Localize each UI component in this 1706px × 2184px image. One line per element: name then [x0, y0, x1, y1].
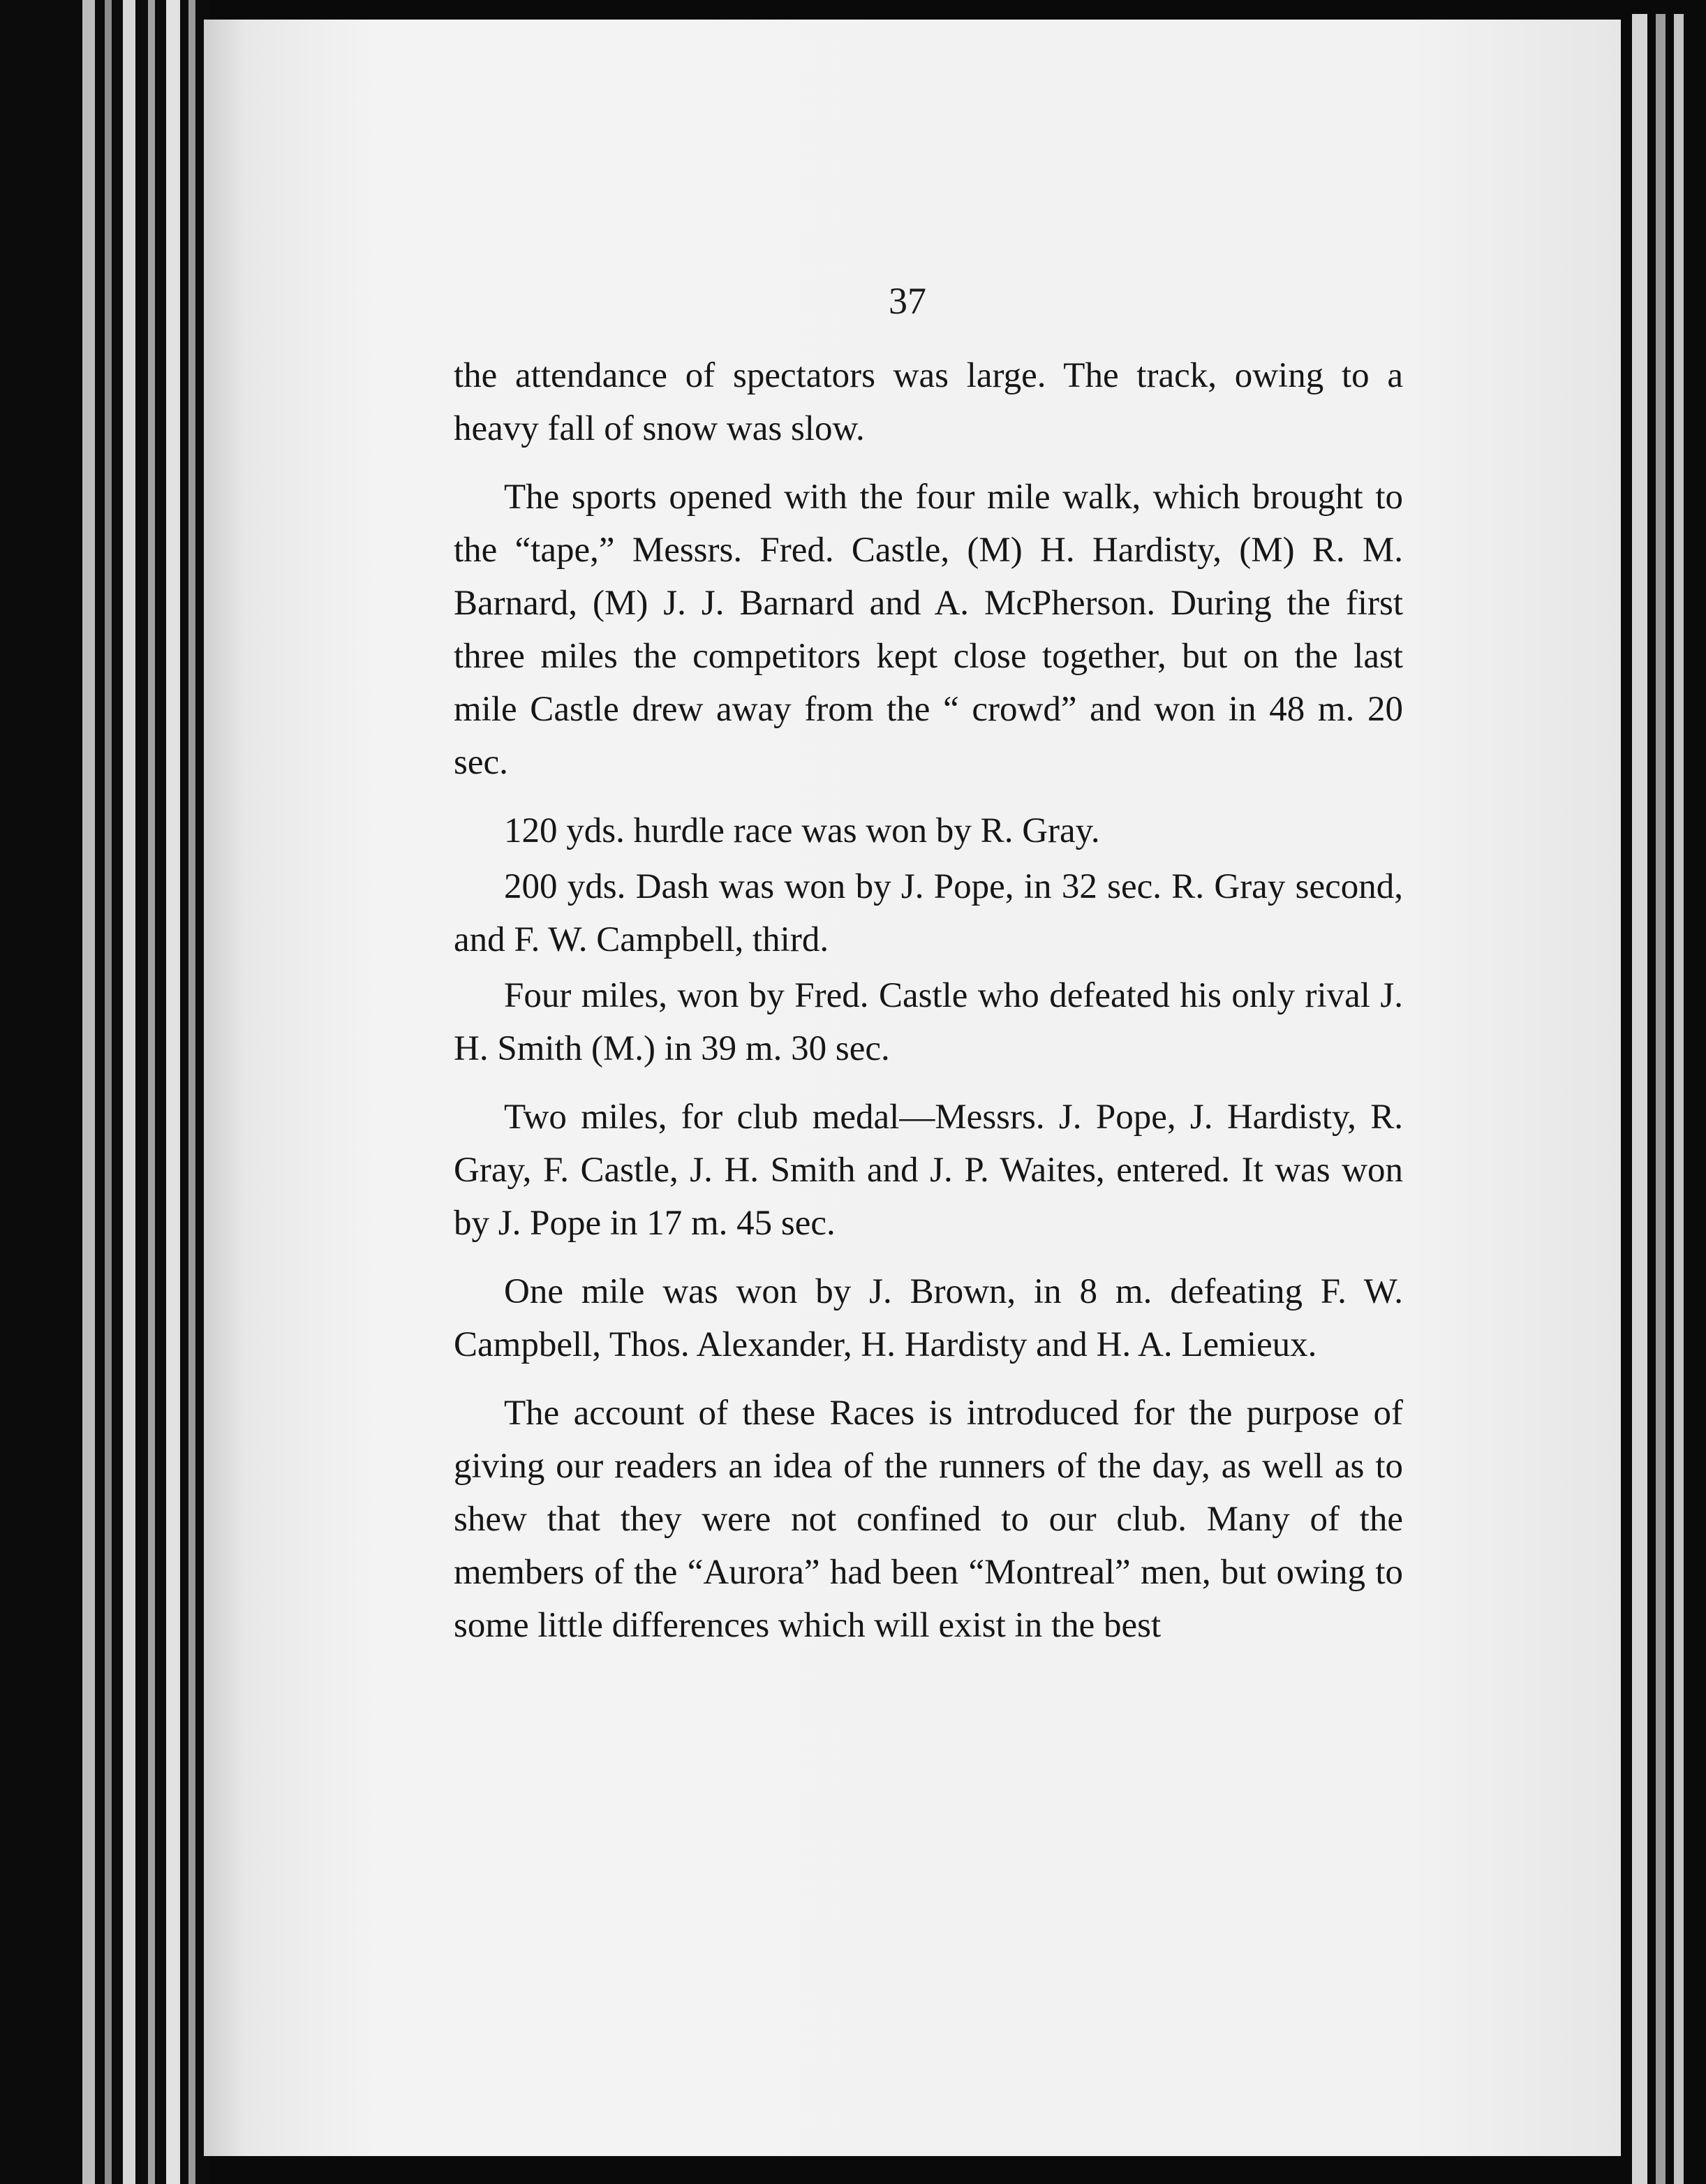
- paragraph: 200 yds. Dash was won by J. Pope, in 32 sec. R. Gray second, and F. W. Campbell, third.: [454, 867, 1403, 959]
- paragraph: The account of these Races is introduced for the purpose of giving our readers an idea of the runners of the day, as well as to shew that they were not confined to our club. Many of the members of the “Aurora” had been “Montreal” men, but owing to some little differences which will exist in the best: [454, 1394, 1403, 1645]
- paragraph: One mile was won by J. Brown, in 8 m. defeating F. W. Campbell, Thos. Alexander, H. Hardisty and H. A. Lemieux.: [454, 1272, 1403, 1364]
- page-edge: [82, 0, 95, 2184]
- next-page-edge: [1656, 14, 1666, 2184]
- page-edge: [123, 0, 135, 2184]
- page-body-text: [454, 349, 1403, 1667]
- page-number: 37: [889, 280, 926, 322]
- page-edge: [148, 0, 155, 2184]
- page-edge: [105, 0, 112, 2184]
- paragraph: The sports opened with the four mile walk, which brought to the “tape,” Messrs. Fred. Castle, (M) H. Hardisty, (M) R. M. Barnard, (M) J. J. Barnard and A. McPherson. During the first three miles the competitors kept close together, but on the last mile Castle drew away from the “ crowd” and won in 48 m. 20 sec.: [454, 478, 1403, 782]
- page-edge: [166, 0, 180, 2184]
- next-page-edge: [1632, 14, 1647, 2184]
- paragraph: 120 yds. hurdle race was won by R. Gray.: [504, 811, 1100, 850]
- paragraph: Four miles, won by Fred. Castle who defeated his only rival J. H. Smith (M.) in 39 m. 30 sec.: [454, 976, 1403, 1068]
- page-edge: [188, 0, 195, 2184]
- paragraph: Two miles, for club medal—Messrs. J. Pope, J. Hardisty, R. Gray, F. Castle, J. H. Smith and J. P. Waites, entered. It was won by J. Pope in 17 m. 45 sec.: [454, 1098, 1403, 1243]
- paragraph: the attendance of spectators was large. The track, owing to a heavy fall of snow was slow.: [454, 356, 1403, 448]
- next-page-edge: [1674, 14, 1684, 2184]
